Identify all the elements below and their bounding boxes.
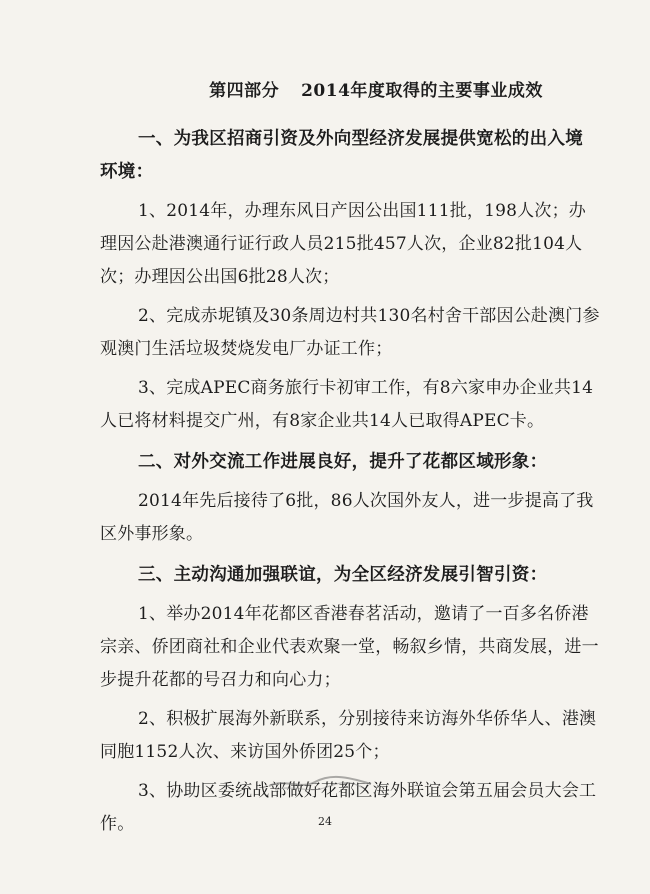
section-paragraph: 2、完成赤坭镇及30条周边村共130名村舍干部因公赴澳门参观澳门生活垃圾焚烧发电厂办证工作； [100,306,600,359]
section-1 [100,123,600,438]
section-2 [100,446,600,551]
title-part: 第四部分 [209,81,280,101]
section-heading: 一、为我区招商引资及外向型经济发展提供宽松的出入境环境： [100,129,583,182]
document-body [100,70,600,841]
section-paragraph: 1、举办2014年花都区香港春茗活动，邀请了一百多名侨港宗亲、侨团商社和企业代表欢聚一堂，畅叙乡情，共商发展，进一步提升花都的号召力和向心力； [100,604,599,690]
section-paragraph: 2、积极扩展海外新联系，分别接待来访海外华侨华人、港澳同胞1152人次、来访国外侨团25个； [100,709,597,762]
scan-smudge-mark [265,770,375,796]
title-main: 2014年度取得的主要事业成效 [301,81,543,101]
section-heading: 三、主动沟通加强联谊，为全区经济发展引智引资： [138,565,548,585]
section-paragraph: 3、协助区委统战部做好花都区海外联谊会第五届会员大会工作。 [100,781,597,834]
section-paragraph: 1、2014年，办理东风日产因公出国111批，198人次；办理因公赴港澳通行证行政人员215批457人次，企业82批104人次；办理因公出国6批28人次； [100,201,586,287]
section-paragraph: 3、完成APEC商务旅行卡初审工作，有8六家申办企业共14人已将材料提交广州，有8家企业共14人已取得APEC卡。 [100,378,594,431]
section-heading: 二、对外交流工作进展良好，提升了花都区域形象： [138,452,548,472]
section-paragraph: 2014年先后接待了6批，86人次国外友人，进一步提高了我区外事形象。 [100,491,594,544]
section-3 [100,559,600,841]
page-title [152,76,600,101]
page-number: 24 [318,815,332,828]
